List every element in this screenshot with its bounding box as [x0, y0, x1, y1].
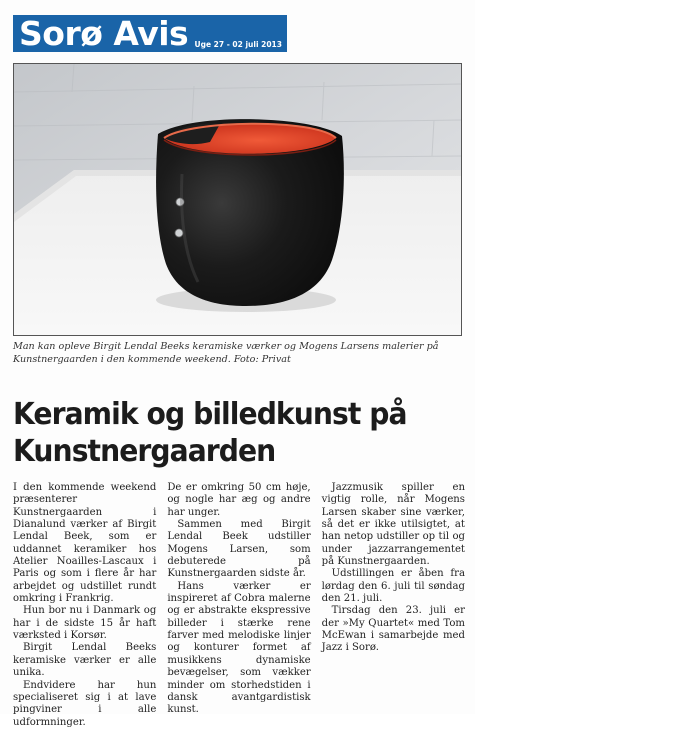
paragraph: Hun bor nu i Danmark og har i de sidste 15 år haft værksted i Korsør.: [13, 605, 157, 642]
ceramic-bowl-photo: [14, 64, 461, 335]
paragraph: Tirsdag den 23. juli er der »My Quartet« med Tom McEwan i samarbejde med Jazz i Sorø.: [321, 605, 465, 654]
article-headline: Keramik og billedkunst på Kunstnergaarden: [13, 397, 407, 469]
text-column-2: [167, 482, 311, 716]
paragraph: I den kommende weekend præsenterer Kunstnergaarden i Dianalund værker af Birgit Lendal Beek, som er uddannet keramiker hos Atelier Noailles-Lascaux i Paris og som i flere år har arbejdet og udstillet rundt omkring i Frankrig.: [13, 482, 157, 605]
article-body: [13, 482, 465, 728]
masthead: [13, 15, 287, 52]
photo-caption: Man kan opleve Birgit Lendal Beeks keramiske værker og Mogens Larsens malerier på Kunstnergaarden i den kommende weekend. Foto: Privat: [13, 341, 439, 365]
paragraph: De er omkring 50 cm høje, og nogle har æg og andre har unger.: [167, 482, 311, 518]
paragraph: Endvidere har hun specialiseret sig i at lave pingviner i alle udformninger.: [13, 679, 157, 728]
text-column-3: [322, 482, 465, 707]
paragraph: Udstillingen er åben fra lørdag den 6. juli til søndag den 21. juli.: [321, 568, 465, 605]
paragraph: Hans værker er inspireret af Cobra malerne og er abstrakte ekspressive billeder i stærke rene farver med melodiske linjer og konturer formet af musikkens dynamiske bevægelser, som vækker minder om storhedstiden i dansk avantgardistisk kunst.: [167, 580, 311, 716]
paragraph: Jazzmusik spiller en vigtig rolle, når Mogens Larsen skaber sine værker, så det er ikke utilsigtet, at han netop udstiller op til og under jazzarrangementet på Kunstnergaarden.: [321, 482, 465, 568]
newspaper-name: Sorø Avis: [19, 15, 189, 52]
issue-date: Uge 27 - 02 juli 2013: [194, 40, 282, 49]
article-photo: [13, 63, 462, 336]
paragraph: Sammen med Birgit Lendal Beek udstiller Mogens Larsen, som debuterede på Kunstnergaarden sidste år.: [167, 519, 311, 580]
paragraph: Birgit Lendal Beeks keramiske værker er alle unika.: [13, 642, 157, 679]
text-column-1: [13, 482, 157, 728]
